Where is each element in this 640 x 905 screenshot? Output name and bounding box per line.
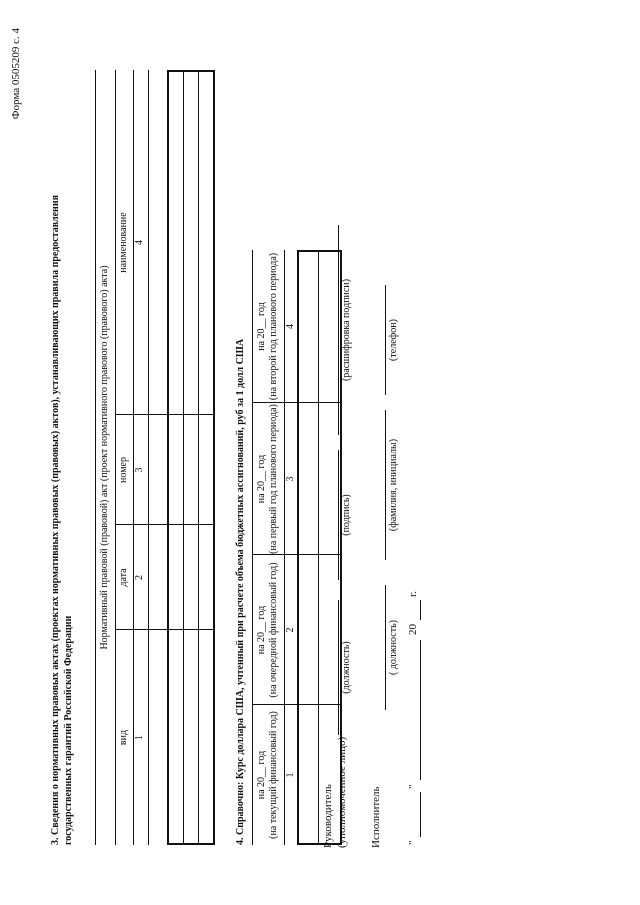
section3-table (95, 70, 215, 845)
head-decode-line[interactable] (338, 225, 339, 435)
section3-colnum-2: 2 (134, 575, 145, 580)
section4-colnum-4: 4 (285, 324, 296, 329)
section3-col-data: дата (118, 568, 129, 587)
section4-col1-line2: (на текущий финансовый год) (268, 711, 279, 839)
section4-col4-line2: (на второй год планового периода) (268, 252, 279, 401)
date-year-suffix: г. (407, 590, 419, 597)
exec-name-line[interactable] (385, 410, 386, 560)
exec-name-caption: (фамилия, инициалы) (388, 438, 399, 532)
head-decode-caption: (расшифровка подписи) (341, 278, 352, 382)
head-position-caption: (должность) (341, 641, 352, 694)
head-signature-line[interactable] (338, 450, 339, 580)
head-label-sub: (уполномоченное лицо) (336, 736, 348, 848)
executor-label: Исполнитель (370, 786, 382, 848)
section4-title: 4. Справочно: Курс доллара США, учтенный при расчете объема бюджетных ассигнований, руб за 1 долл США (235, 338, 246, 845)
exec-position-line[interactable] (385, 585, 386, 710)
date-day-line[interactable] (420, 792, 421, 837)
head-label: Руководитель (322, 784, 334, 848)
section4-col1-line1: на 20__ год (256, 750, 267, 800)
section3-col-naimenovanie: наименование (118, 212, 129, 273)
section3-group-header: Нормативный правовой (правовой) акт (проект нормативного правового (правового) акта) (99, 265, 110, 650)
phone-caption: (телефон) (388, 319, 399, 361)
exec-position-caption: ( должность) (388, 620, 399, 675)
section4-col2-line1: на 20__ год (256, 605, 267, 655)
section4-col3-line1: на 20__ год (256, 454, 267, 504)
date-year-prefix: 20 (407, 624, 419, 635)
section3-col-nomer: номер (118, 457, 129, 483)
date-year-line[interactable] (420, 600, 421, 620)
section3-colnum-1: 1 (134, 735, 145, 740)
section4-colnum-1: 1 (285, 772, 296, 778)
section4-col3-line2: (на первый год планового периода) (268, 404, 279, 554)
date-quote-open: " (407, 840, 419, 845)
section3-colnum-3: 3 (134, 467, 145, 473)
section3-title-line2: государственных гарантий Российской Федерации (63, 615, 74, 845)
head-position-line[interactable] (338, 600, 339, 735)
phone-line[interactable] (385, 285, 386, 395)
section4-table (252, 250, 342, 845)
date-quote-close: " (407, 784, 419, 789)
section4-colnum-3: 3 (285, 476, 296, 482)
date-month-line[interactable] (420, 640, 421, 780)
section3-col-vid: вид (118, 729, 129, 746)
section3-colnum-4: 4 (134, 240, 145, 245)
head-signature-caption: (подпись) (341, 494, 352, 536)
section4-colnum-2: 2 (285, 627, 296, 633)
section4-col4-line1: на 20__ год (256, 302, 267, 351)
section4-col2-line2: (на очередной финансовый год) (268, 562, 279, 698)
section3-title-line1: 3. Сведения о нормативных правовых актах (проектах нормативных правовых (правовых) актов), устанавливающих правила предоставления (50, 195, 61, 845)
form-code: Форма 0505209 с. 4 (10, 28, 22, 120)
